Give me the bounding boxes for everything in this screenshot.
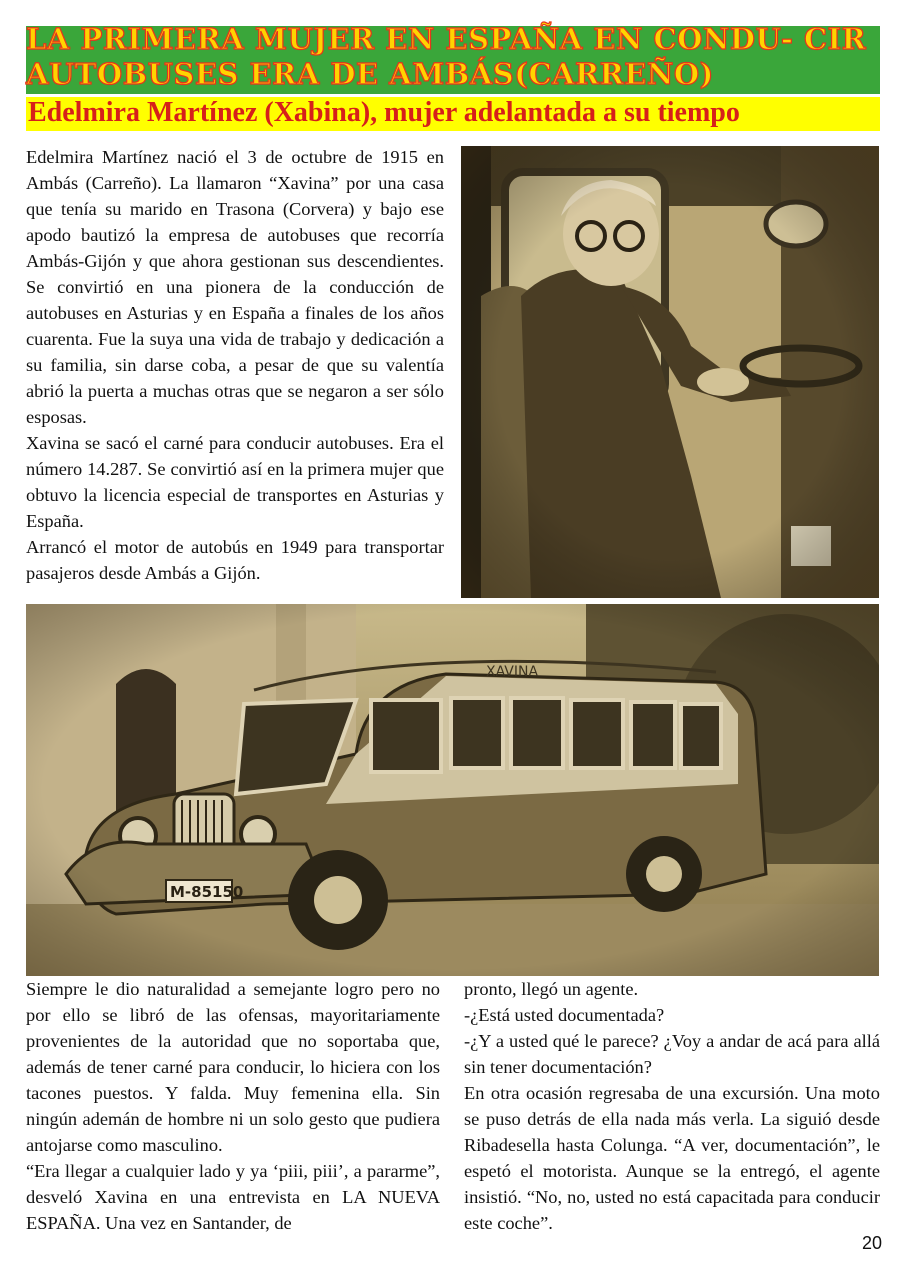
- left-bottom-column: [26, 976, 440, 1236]
- driver-photo: [461, 146, 879, 598]
- intro-column: [26, 144, 444, 586]
- paragraph: Xavina se sacó el carné para conducir autobuses. Era el número 14.287. Se convirtió así en la primera mujer que obtuvo la licencia especial de transportes en Asturias y España.: [26, 433, 444, 531]
- paragraph: En otra ocasión regresaba de una excursión. Una moto se puso detrás de ella nada más verla. La siguió desde Ribadesella hasta Colunga. “A ver, documentación”, le espetó el motorista. Aunque se la entregó, el agente insistió. “No, no, usted no está capacitada para conducir este coche”.: [464, 1083, 880, 1233]
- paragraph: Arrancó el motor de autobús en 1949 para transportar pasajeros desde Ambás a Gijón.: [26, 537, 444, 583]
- subtitle: Edelmira Martínez (Xabina), mujer adelantada a su tiempo: [28, 97, 740, 128]
- page-number: 20: [861, 1233, 882, 1253]
- bus-photo: [26, 604, 879, 976]
- paragraph: -¿Está usted documentada?: [464, 1005, 665, 1025]
- paragraph: Siempre le dio naturalidad a semejante logro pero no por ello se libró de las ofensas, mayoritariamente provenientes de la autoridad que no soportaba que, además de tener carné para conducir, lo hiciera con los tacones puestos. Y falda. Muy femenina ella. Sin ningún ademán de hombre ni un solo gesto que pudiera antojarse como masculino.: [26, 979, 440, 1155]
- right-bottom-column: [464, 976, 880, 1236]
- paragraph: -¿Y a usted qué le parece? ¿Voy a andar de acá para allá sin tener documentación?: [464, 1031, 880, 1077]
- paragraph: Edelmira Martínez nació el 3 de octubre de 1915 en Ambás (Carreño). La llamaron “Xavina” por una casa que tenía su marido en Trasona (Corvera) y bajo ese apodo bautizó la empresa de autobuses que recorría Ambás-Gijón y que ahora gestionan sus descendientes. Se convirtió en una pionera de la conducción de autobuses en Asturias y en España a finales de los años cuarenta. Fue la suya una vida de trabajo y dedicación a su familia, sin darse coba, a pesar de que su valentía abrió la puerta a muchas otras que se negaron a ser sólo esposas.: [26, 147, 444, 427]
- paragraph: pronto, llegó un agente.: [464, 979, 639, 999]
- headline: LA PRIMERA MUJER EN ESPAÑA EN CONDU- CIR AUTOBUSES ERA DE AMBÁS(CARREÑO): [26, 22, 867, 91]
- paragraph: “Era llegar a cualquier lado y ya ‘piii, piii’, a pararme”, desveló Xavina en una entrevista en LA NUEVA ESPAÑA. Una vez en Santander, de: [26, 1161, 440, 1233]
